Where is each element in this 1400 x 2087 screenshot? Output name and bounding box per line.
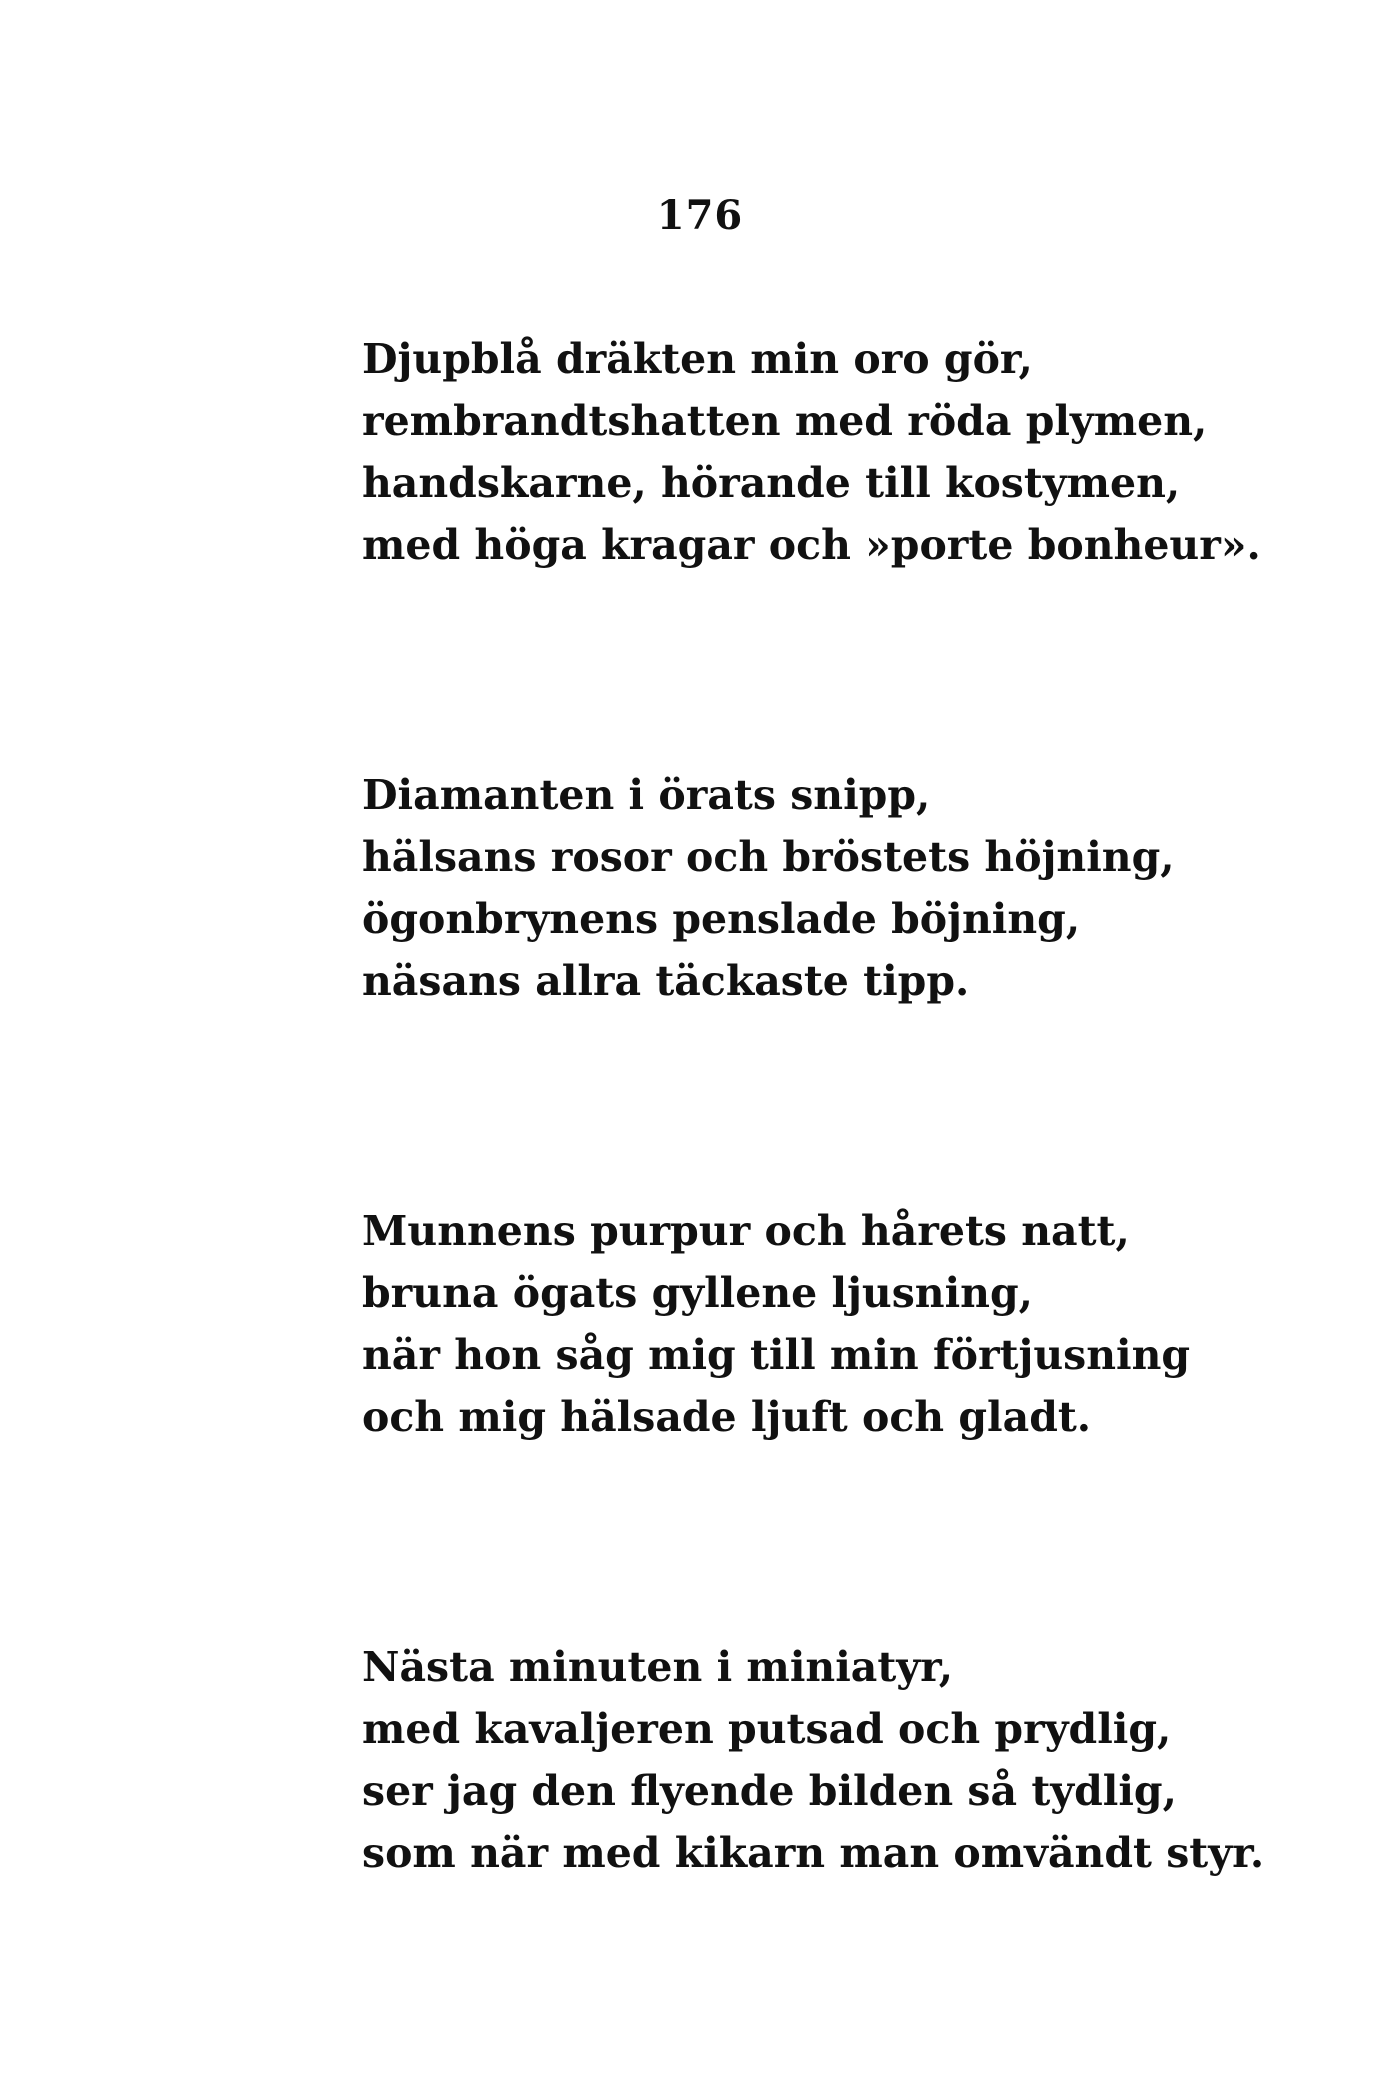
stanza-1 (362, 328, 1262, 576)
stanza-2 (362, 764, 1262, 1012)
poem-line: hälsans rosor och bröstets höjning, (362, 833, 1175, 881)
poem-line: bruna ögats gyllene ljusning, (362, 1269, 1033, 1317)
poem (362, 328, 1265, 1884)
poem-line: Diamanten i örats snipp, (362, 771, 931, 819)
poem-line: som när med kikarn man omvändt styr. (362, 1829, 1265, 1877)
stanza-3 (362, 1200, 1262, 1448)
poem-line: Djupblå dräkten min oro gör, (362, 335, 1033, 383)
page-number: 176 (656, 192, 744, 239)
poem-line: ögonbrynens penslade böjning, (362, 895, 1081, 943)
poem-line: handskarne, hörande till kostymen, (362, 459, 1181, 507)
poem-line: näsans allra täckaste tipp. (362, 957, 970, 1005)
poem-line: Munnens purpur och hårets natt, (362, 1207, 1130, 1255)
poem-line: rembrandtshatten med röda plymen, (362, 397, 1208, 445)
poem-line: när hon såg mig till min förtjusning (362, 1331, 1191, 1379)
poem-line: och mig hälsade ljuft och gladt. (362, 1393, 1092, 1441)
poem-line: med höga kragar och »porte bonheur». (362, 521, 1261, 569)
poem-line: med kavaljeren putsad och prydlig, (362, 1705, 1172, 1753)
poem-line: ser jag den flyende bilden så tydlig, (362, 1767, 1177, 1815)
stanza-4 (362, 1636, 1265, 1884)
poem-line: Nästa minuten i miniatyr, (362, 1643, 953, 1691)
